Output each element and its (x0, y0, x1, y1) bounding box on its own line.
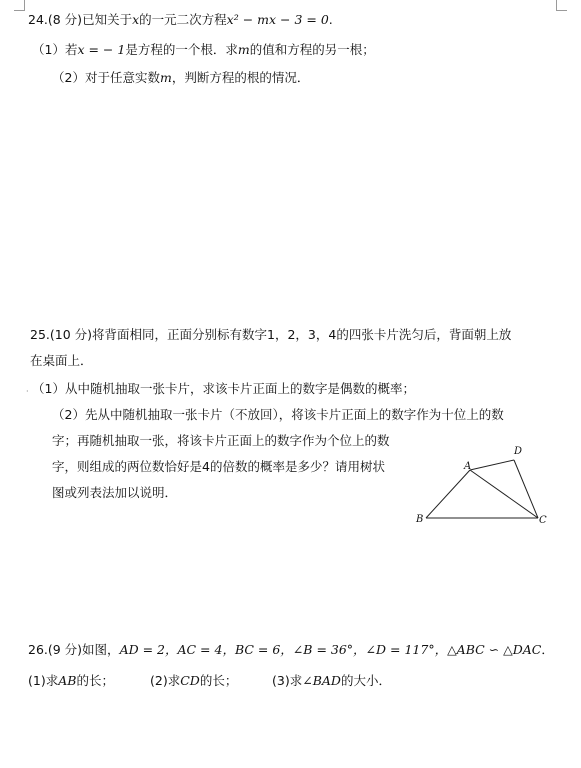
vertex-label-a: A (464, 461, 472, 472)
q26-stem-text-a: 26.(9 分)如图， (28, 642, 120, 657)
q26-part1 (28, 673, 114, 689)
q25-part1: （1）从中随机抽取一张卡片，求该卡片正面上的数字是偶数的概率； (32, 381, 415, 396)
q26-part1-var: AB (58, 673, 77, 688)
q26-part2-text-b: 的长； (199, 673, 238, 688)
paragraph-mark: · (26, 387, 29, 396)
q24-part1-condition: x = − 1 (77, 42, 126, 57)
q26-part1-text-b: 的长； (76, 673, 114, 688)
q26-part2-var: CD (180, 673, 200, 688)
q24-part2-var-m: m (159, 70, 172, 85)
vertex-label-c: C (539, 515, 547, 526)
q25-part2-line3: 字，则组成的两位数恰好是4的倍数的概率是多少？请用树状 (52, 459, 385, 474)
q24-stem-text-a: 已知关于 (82, 12, 133, 27)
q26-part3 (272, 673, 391, 689)
q26-part1-text-a: (1)求 (28, 673, 59, 688)
q26-part3-text-a: (3)求 (272, 673, 303, 688)
page-corner-mark-right (556, 0, 567, 11)
q24-var-x: x (132, 12, 140, 27)
q25-stem-line1: 25.(10 分)将背面相同，正面分别标有数字1，2，3，4的四张卡片洗匀后，背面朝上放 (30, 327, 512, 342)
triangle-figure (410, 440, 560, 532)
q24-number: 24.(8 分) (28, 12, 83, 27)
q24-equation: x² − mx − 3 = 0 (226, 12, 329, 27)
q24-part2 (52, 70, 309, 86)
q24-stem-end: . (328, 12, 333, 27)
q24-part1-text-c: 的值和方程的另一根； (249, 42, 375, 57)
q25-part2-line4: 图或列表法加以说明． (52, 485, 178, 500)
q24-part2-text-a: （2）对于任意实数 (52, 70, 160, 85)
page-corner-mark-left (14, 0, 25, 11)
q25-part2-line1: （2）先从中随机抽取一张卡片（不放回），将该卡片正面上的数字作为十位上的数 (52, 407, 504, 422)
q26-stem (28, 642, 554, 658)
q24-part1-text-b: 是方程的一个根．求 (125, 42, 238, 57)
q26-part3-text-b: 的大小． (340, 673, 391, 688)
q24-stem-text-b: 的一元二次方程 (139, 12, 227, 27)
q24-part1-text-a: （1）若 (32, 42, 78, 57)
q26-givens: AD = 2，AC = 4，BC = 6，∠B = 36°，∠D = 117°，△ABC ∽ △DAC (119, 642, 542, 657)
q25-part2-line2: 字；再随机抽取一张，将该卡片正面上的数字作为个位上的数 (52, 433, 390, 448)
vertex-label-d: D (514, 446, 523, 457)
q24-stem (28, 12, 333, 28)
q25-stem-line2: 在桌面上． (30, 353, 93, 368)
q26-part3-var: ∠BAD (302, 673, 341, 688)
segment-ab (426, 470, 470, 518)
q26-part2 (150, 673, 237, 689)
q24-part1 (32, 42, 375, 58)
segment-ad (470, 460, 514, 470)
vertex-label-b: B (416, 514, 424, 525)
q24-part2-text-b: ，判断方程的根的情况． (171, 70, 310, 85)
q26-part2-text-a: (2)求 (150, 673, 181, 688)
q24-part1-var-m: m (237, 42, 250, 57)
q26-stem-end: ． (541, 642, 554, 657)
